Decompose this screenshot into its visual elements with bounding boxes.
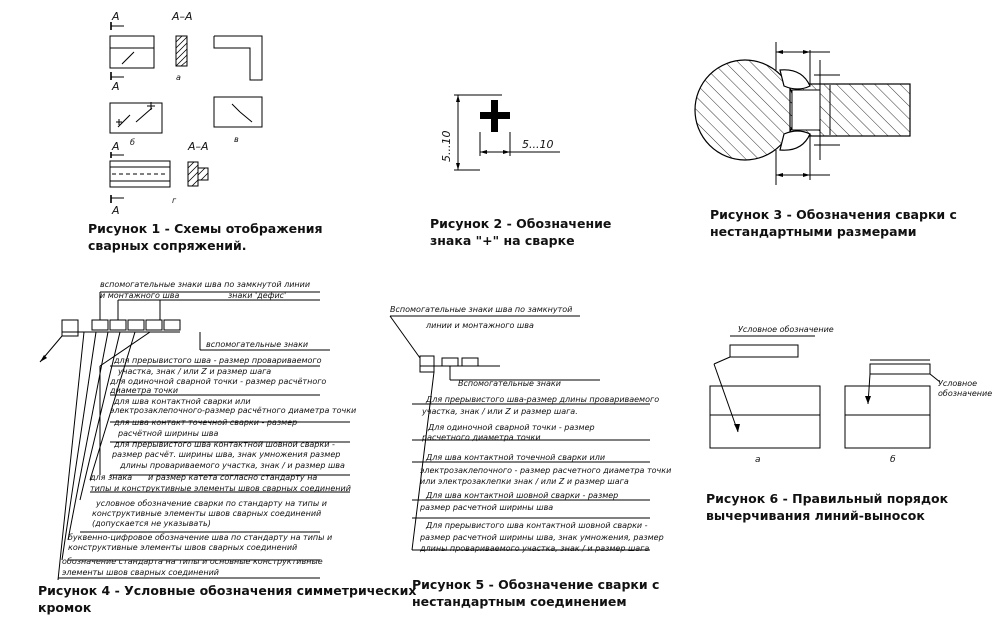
svg-text:условное обозначение сварки по: условное обозначение сварки по стандарту на типы и (96, 499, 327, 508)
figure-4-caption: Рисунок 4 - Условные обозначения симметрических кромок (38, 583, 417, 615)
svg-text:для одиночной сварной точки -: для одиночной сварной точки - размер расчётного (110, 377, 327, 386)
svg-text:длины провариваемого участка,: длины провариваемого участка, знак / и размер шага (420, 544, 650, 553)
svg-text:Для шва контактной точечной св: Для шва контактной точечной сварки или (426, 453, 606, 462)
svg-text:линии и монтажного шва: линии и монтажного шва (426, 321, 534, 330)
svg-text:размер расчёт. ширины шва, зна: размер расчёт. ширины шва, знак умножения размер (112, 450, 341, 459)
figure-3-caption: Рисунок 3 - Обозначения сварки с нестандартными размерами (710, 207, 957, 239)
svg-text:для прерывистого шва контактно: для прерывистого шва контактной шовной сварки - (114, 440, 335, 449)
figure-6 (690, 300, 995, 540)
svg-text:расчётной ширины шва: расчётной ширины шва (118, 429, 219, 438)
svg-text:и размер катета согласно станд: и размер катета согласно стандарту на (148, 473, 318, 482)
section-marker-top: А (112, 10, 120, 23)
section-marker-g-top: А (112, 140, 120, 153)
svg-text:для знака: для знака (90, 473, 133, 482)
section-title-top: А–А (172, 10, 193, 23)
svg-text:Вспомогательные знаки: Вспомогательные знаки (458, 379, 561, 388)
svg-text:конструктивные элементы швов с: конструктивные элементы швов сварных соединений (68, 543, 298, 552)
label-conditional-a: Условное обозначение (738, 325, 834, 334)
svg-text:Для прерывистого шва-размер дл: Для прерывистого шва-размер длины провариваемого (426, 395, 660, 404)
svg-text:вспомогательные знаки шва по з: вспомогательные знаки шва по замкнутой линии (100, 280, 311, 289)
label-a: а (755, 455, 761, 465)
svg-text:для прерывистого шва - размер: для прерывистого шва - размер провариваемого (114, 356, 322, 365)
svg-text:буквенно-цифровое обозначение: буквенно-цифровое обозначение шва по стандарту на типы и (68, 533, 333, 542)
svg-text:типы и конструктивные элементы: типы и конструктивные элементы швов сварных соединений (90, 484, 351, 493)
figure-1-caption: Рисунок 1 - Схемы отображения сварных сопряжений. (88, 221, 323, 253)
svg-text:обозначение стандарта на типы: обозначение стандарта на типы и основные конструктивные (62, 557, 323, 566)
svg-text:для шва контактной сварки или: для шва контактной сварки или (114, 397, 251, 406)
section-marker-bottom: А (112, 80, 120, 93)
svg-text:(допускается не указывать): (допускается не указывать) (92, 519, 211, 528)
label-g: г (172, 196, 177, 205)
section-marker-g-bottom: А (112, 204, 120, 217)
figure-5 (380, 300, 680, 622)
figure-2 (420, 60, 610, 260)
svg-text:для шва контакт точечной сварк: для шва контакт точечной сварки - размер (114, 418, 298, 427)
svg-text:и монтажного шва: и монтажного шва (100, 291, 180, 300)
svg-text:Для одиночной сварной точки -: Для одиночной сварной точки - размер (428, 423, 595, 432)
svg-text:электрозаклепочного - размер р: электрозаклепочного - размер расчетного диаметра точки (420, 466, 672, 475)
figure-1 (0, 0, 330, 260)
dim-vertical: 5...10 (440, 130, 453, 162)
svg-text:участка, знак / или Z и размер: участка, знак / или Z и размер шага (118, 367, 272, 376)
svg-text:Для прерывистого шва контактно: Для прерывистого шва контактной шовной сварки - (426, 521, 648, 530)
label-b: б (890, 455, 896, 465)
label-b: б (130, 138, 135, 147)
dim-horizontal: 5...10 (522, 138, 554, 151)
svg-text:расчетного диаметра точки: расчетного диаметра точки (422, 433, 541, 442)
svg-text:размер расчетной ширины шва: размер расчетной ширины шва (420, 503, 554, 512)
figure-4 (0, 270, 417, 622)
svg-text:элементы швов сварных соединен: элементы швов сварных соединений (62, 568, 219, 577)
svg-text:или электрозаклепки знак / или: или электрозаклепки знак / или Z и размер шага (420, 477, 629, 486)
label-conditional-b2: обозначение (938, 389, 993, 398)
figure-6-caption: Рисунок 6 - Правильный порядок вычерчивания линий-выносок (706, 491, 949, 523)
label-a: а (176, 73, 181, 82)
svg-text:Вспомогательные знаки шва по з: Вспомогательные знаки шва по замкнутой (390, 305, 573, 314)
figure-5-notes (390, 305, 671, 553)
svg-text:знаки 'дефис': знаки 'дефис' (228, 291, 287, 300)
figure-6-drawing (690, 300, 995, 500)
label-conditional-b1: Условное (938, 379, 978, 388)
svg-text:участка, знак / или Z и размер: участка, знак / или Z и размер шага. (422, 407, 578, 416)
section-title-g: А–А (188, 140, 209, 153)
svg-text:Для шва контактной шовной свар: Для шва контактной шовной сварки - размер (426, 491, 619, 500)
svg-text:размер расчетной ширины шва, з: размер расчетной ширины шва, знак умножения, размер (420, 533, 664, 542)
svg-text:длины провариваемого участка,: длины провариваемого участка, знак / и размер шва (120, 461, 345, 470)
figure-2-caption: Рисунок 2 - Обозначение знака "+" на сварке (430, 216, 612, 248)
svg-text:вспомогательные знаки: вспомогательные знаки (206, 340, 309, 349)
figure-4-drawing (0, 270, 400, 622)
svg-text:диаметра точки: диаметра точки (110, 386, 179, 395)
label-v: в (234, 135, 239, 144)
svg-text:электрозаклепочного-размер рас: электрозаклепочного-размер расчётного диаметра точки (110, 406, 357, 415)
figure-5-caption: Рисунок 5 - Обозначение сварки с нестандартным соединением (412, 577, 660, 609)
figure-5-drawing (380, 300, 680, 622)
figure-3 (680, 30, 995, 250)
svg-text:конструктивные элементы швов с: конструктивные элементы швов сварных соединений (92, 509, 322, 518)
